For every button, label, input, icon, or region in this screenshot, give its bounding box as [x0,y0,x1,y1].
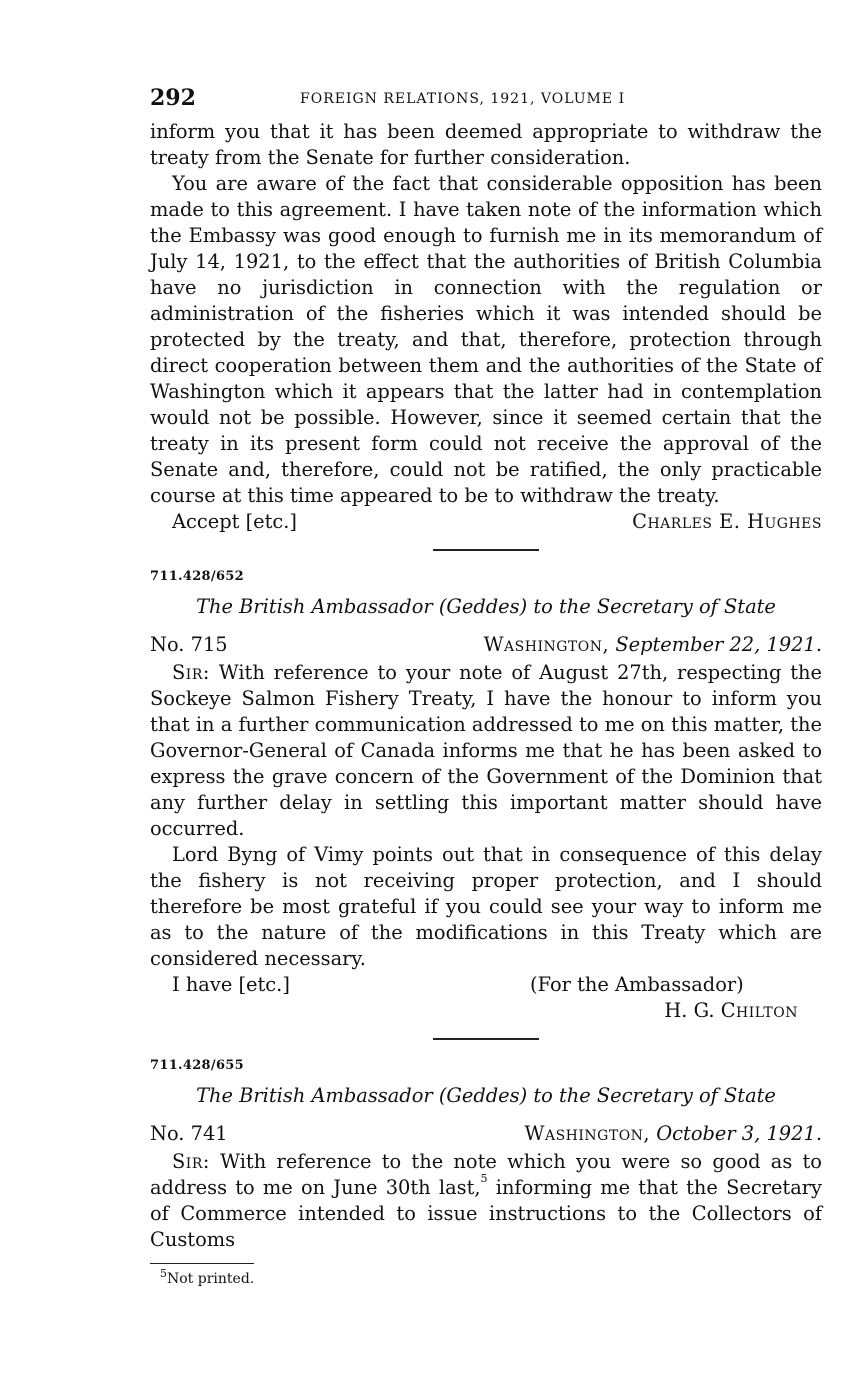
date: October 3, 1921. [656,1122,822,1145]
for-ambassador: (For the Ambassador) [530,973,744,996]
body-paragraph [150,660,822,842]
paragraph-text: With reference to the note which you were so good as to address to me on June 30th last, [150,1150,822,1199]
salutation: Sir: [172,661,210,684]
file-number: 711.428/655 [150,1058,244,1073]
date-place [484,632,822,658]
dateline [150,1121,822,1147]
section-divider [433,1038,539,1040]
closing-line [150,509,822,535]
section-divider [433,549,539,551]
body-paragraph [150,1149,822,1253]
signature-name: Chilton [720,999,798,1022]
document-page [150,85,822,1288]
paragraph-text: informing me that the Secretary of Commerce intended to issue instructions to the Collectors of Customs [150,1176,823,1251]
closing-phrase: I have [etc.] [172,973,290,996]
place: Washington, [483,633,610,656]
page-number: 292 [150,85,196,111]
closing-phrase: Accept [etc.] [172,510,297,533]
date: September 22, 1921. [615,633,822,656]
footnote [150,1267,822,1288]
document-number: No. 741 [150,1122,228,1145]
continued-paragraph: inform you that it has been deemed appropriate to withdraw the treaty from the Senate for further consideration. [150,120,822,169]
place: Washington, [524,1122,651,1145]
file-number: 711.428/652 [150,569,244,584]
running-header-title: FOREIGN RELATIONS, 1921, VOLUME I [300,91,626,107]
signature: Charles E. Hughes [632,510,822,533]
date-place [525,1121,822,1147]
signature-initials: H. G. [664,999,715,1022]
footnote-mark: 5 [160,1267,167,1280]
running-header [150,85,822,119]
footnote-reference: 5 [480,1172,488,1185]
footnote-divider [150,1263,254,1264]
body-paragraph: Lord Byng of Vimy points out that in consequence of this delay the fishery is not receiving proper protection, and I should therefore be most grateful if you could see your way to inform me as to the nature of the modifications in this Treaty which are considered necessary. [150,843,822,970]
dateline [150,632,822,658]
paragraph-text: With reference to your note of August 27th, respecting the Sockeye Salmon Fishery Treaty, I have the honour to inform you that in a further communication addressed to me on this matter, the Governor-General of Canada informs me that he has been asked to express the grave concern of the Government of the Dominion that any further delay in settling this important matter should have occurred. [150,661,822,840]
signature-block [150,972,822,1024]
document-heading: The British Ambassador (Geddes) to the Secretary of State [196,595,776,618]
signature [664,998,798,1024]
body-paragraph: You are aware of the fact that considerable opposition has been made to this agreement. I have taken note of the information which the Embassy was good enough to furnish me in its memorandum of July 14, 1921, to the effect that the authorities of British Columbia have no jurisdiction in connection with the regulation or administration of the fisheries which it was intended should be protected by the treaty, and that, therefore, protection through direct cooperation between them and the authorities of the State of Washington which it appears that the latter had in contemplation would not be possible. However, since it seemed certain that the treaty in its present form could not receive the approval of the Senate and, therefore, could not be ratified, the only practicable course at this time appeared to be to withdraw the treaty. [150,172,822,507]
footnote-text: Not printed. [167,1271,255,1287]
document-heading: The British Ambassador (Geddes) to the Secretary of State [196,1084,776,1107]
document-number: No. 715 [150,633,228,656]
salutation: Sir: [172,1150,210,1173]
